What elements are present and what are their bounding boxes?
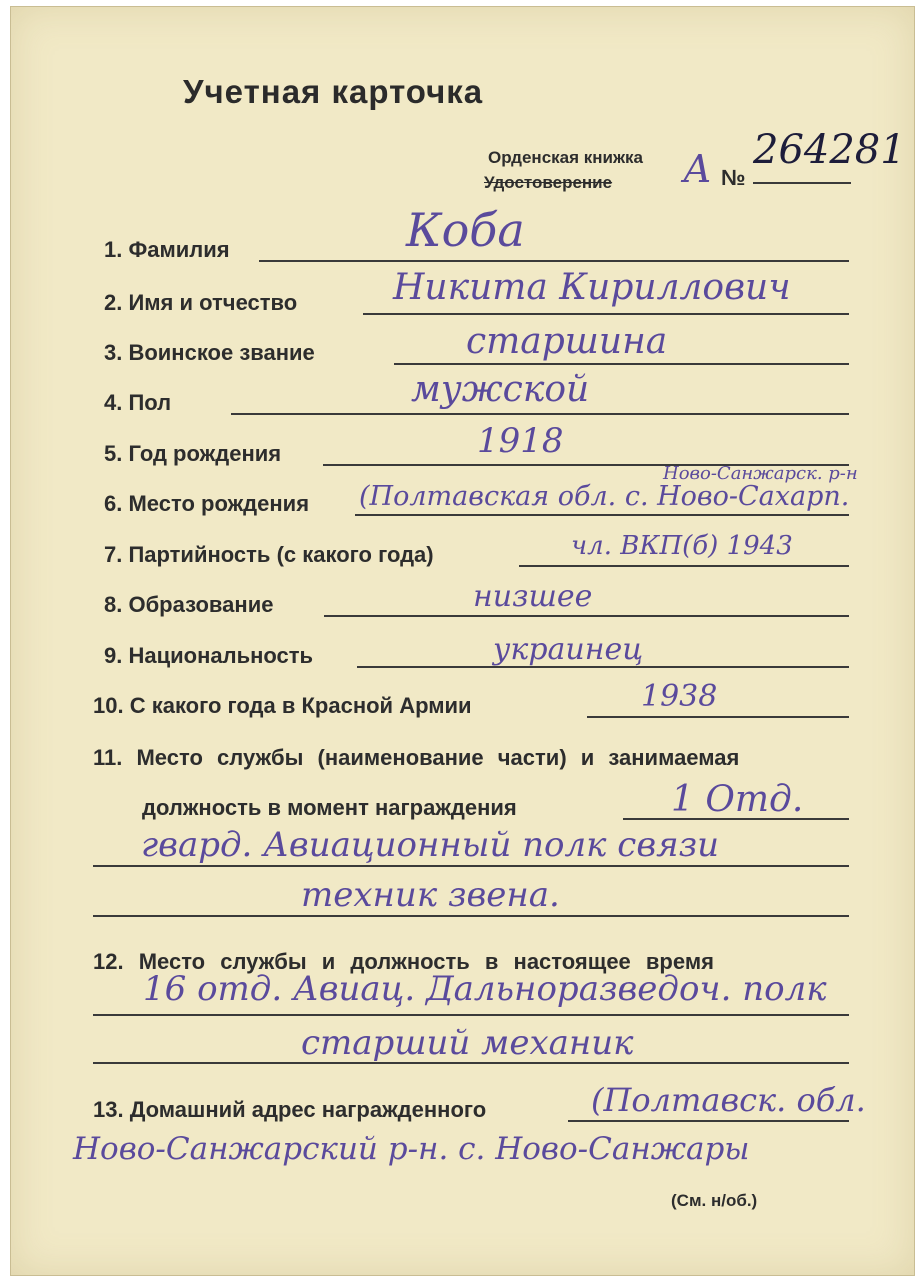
field-4-label: 4. Пол: [104, 390, 172, 415]
field-11-value-3: техник звена.: [301, 875, 560, 915]
field-3-value: старшина: [466, 321, 668, 362]
field-2-rule: [363, 313, 849, 315]
order-book-label: Орденская книжка: [488, 148, 644, 167]
field-7-rule: [519, 565, 849, 567]
field-8-value: низшее: [473, 579, 593, 614]
field-10-rule: [587, 716, 849, 718]
field-9-label: 9. Национальность: [104, 643, 314, 668]
field-1-label: 1. Фамилия: [104, 237, 230, 262]
field-11-rule-3: [93, 915, 849, 917]
field-10-value: 1938: [641, 679, 718, 714]
field-11-value-1: 1 Отд.: [671, 779, 804, 820]
field-8-label: 8. Образование: [104, 592, 274, 617]
field-5-label: 5. Год рождения: [104, 441, 282, 466]
field-7-value: чл. ВКП(б) 1943: [571, 531, 793, 561]
field-6-value-extra: Ново-Санжарск. р-н: [663, 463, 858, 484]
field-7-label: 7. Партийность (с какого года): [104, 542, 434, 567]
field-6-value: (Полтавская обл. с. Ново-Сахарп.: [359, 481, 850, 512]
field-1-rule: [259, 260, 849, 262]
field-13-label: 13. Домашний адрес награжденного: [93, 1097, 487, 1122]
field-3-rule: [394, 363, 849, 365]
field-11-value-2: гвард. Авиационный полк связи: [141, 825, 720, 865]
number-rule: [753, 182, 851, 184]
card-title: Учетная карточка: [183, 73, 484, 110]
field-2-value: Никита Кириллович: [393, 267, 791, 308]
field-5-value: 1918: [477, 421, 564, 461]
certificate-label: Удостоверение: [484, 173, 613, 192]
field-12-label: 12. Место службы и должность в настоящее время: [93, 949, 714, 974]
number-sign: №: [721, 165, 746, 190]
field-10-label: 10. С какого года в Красной Армии: [93, 693, 472, 718]
field-11-label-line2: должность в момент награждения: [142, 795, 517, 820]
field-1-value: Коба: [406, 203, 525, 257]
field-11-label-line1: 11. Место службы (наименование части) и занимаемая: [93, 745, 740, 770]
record-card: [10, 6, 915, 1276]
field-2-label: 2. Имя и отчество: [104, 290, 298, 315]
field-6-rule: [355, 514, 849, 516]
field-13-value-2: Ново-Санжарский р-н. с. Ново-Санжары: [73, 1131, 750, 1167]
field-13-rule-1: [568, 1120, 849, 1122]
field-12-value-2: старший механик: [301, 1023, 634, 1063]
field-4-rule: [231, 413, 849, 415]
field-6-label: 6. Место рождения: [104, 491, 310, 516]
field-3-label: 3. Воинское звание: [104, 340, 315, 365]
field-9-value: украинец: [493, 632, 644, 667]
handwritten-series: А: [683, 147, 712, 191]
field-4-value: мужской: [411, 369, 590, 410]
field-12-rule-1: [93, 1014, 849, 1016]
field-12-value-1: 16 отд. Авиац. Дальноразведоч. полк: [143, 969, 827, 1009]
award-number: 264281: [753, 127, 906, 173]
field-13-value-1: (Полтавск. обл.: [591, 1081, 866, 1119]
field-8-rule: [324, 615, 849, 617]
field-11-rule-2: [93, 865, 849, 867]
see-reverse-note: (См. н/об.): [671, 1191, 758, 1210]
